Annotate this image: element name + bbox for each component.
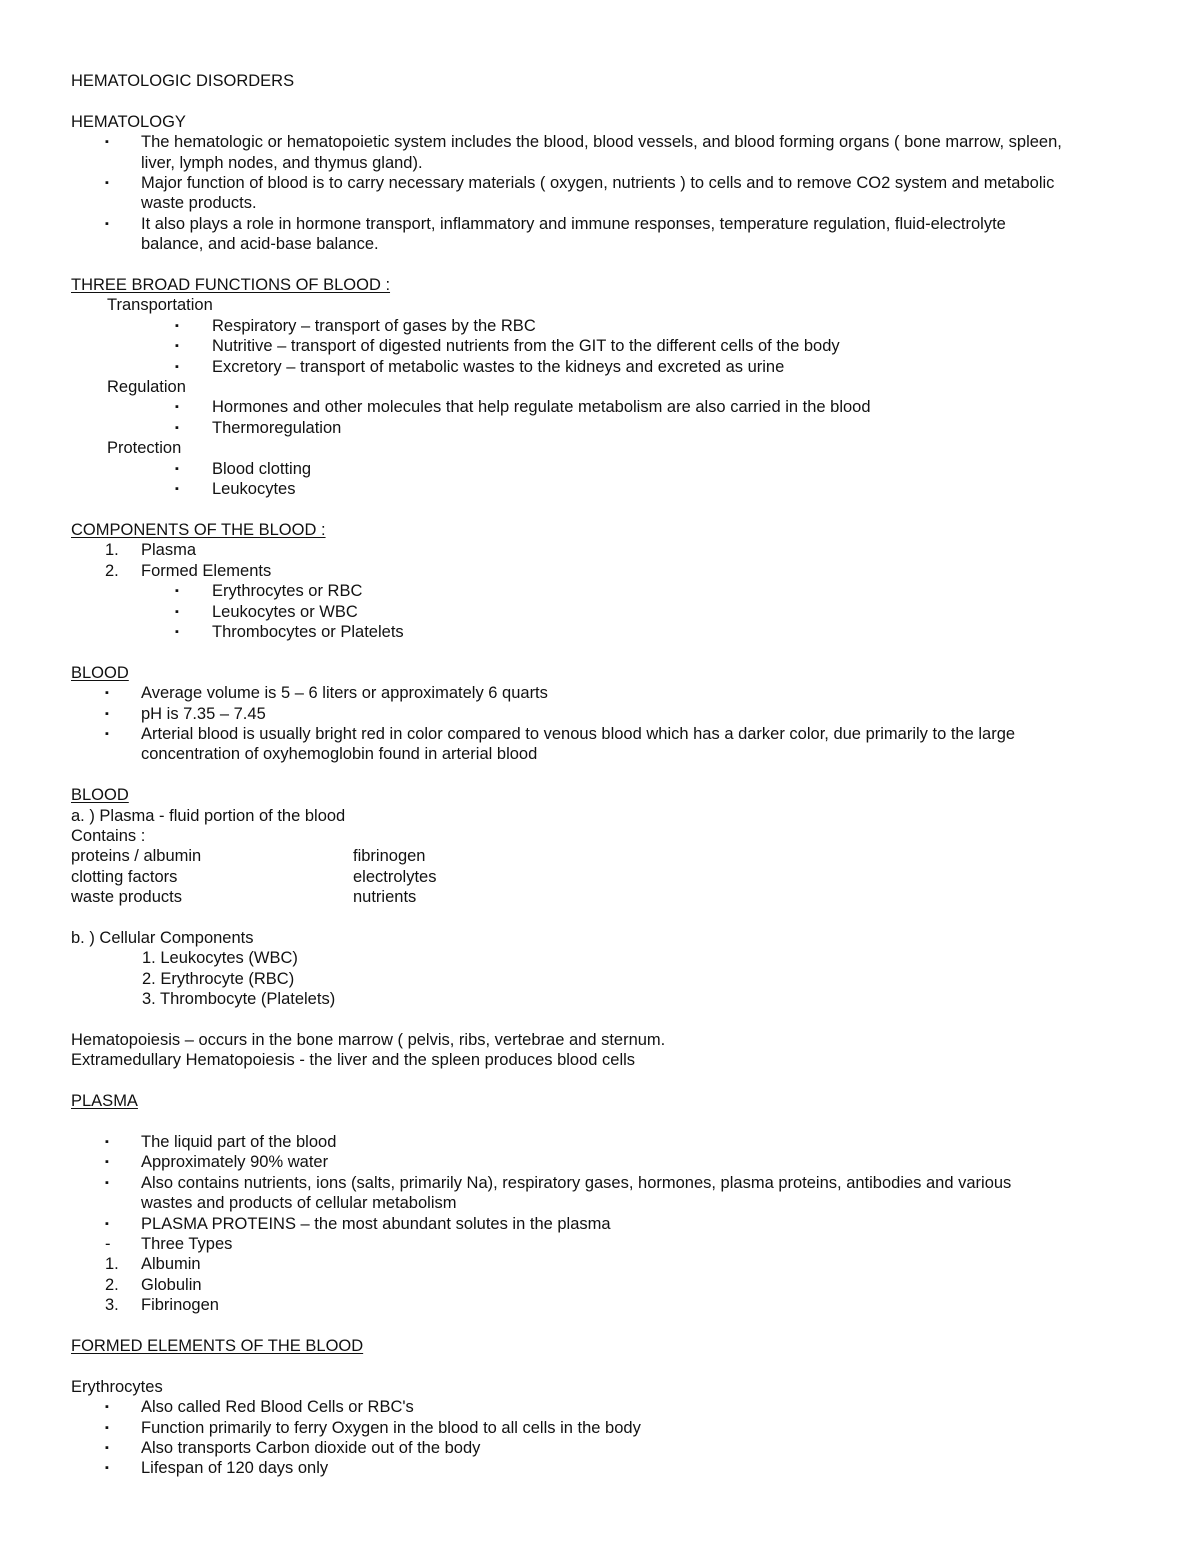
bullet-icon: ▪ [175,360,179,373]
list-item-text: balance, and acid-base balance. [141,235,379,254]
list-item-text: The liquid part of the blood [141,1132,337,1151]
bullet-icon: ▪ [175,585,179,598]
table-cell: waste products [71,888,182,907]
bullet-icon: ▪ [105,1135,109,1148]
bullet-icon: ▪ [105,1217,109,1230]
extramedullary-text: Extramedullary Hematopoiesis - the liver and the spleen produces blood cells [71,1051,636,1070]
table-row [71,867,1141,887]
table-row [71,846,1141,866]
list-item-text: It also plays a role in hormone transport, inflammatory and immune responses, temperature regulation, fluid-electrolyte [141,214,1006,233]
list-item [71,1418,1141,1438]
subheading-protection: Protection [107,439,182,458]
bullet-icon: ▪ [105,727,109,740]
section-hematology [71,112,1141,255]
subheading-erythrocytes: Erythrocytes [71,1377,163,1396]
cellular-components-label: b. ) Cellular Components [71,928,254,947]
section-heading: COMPONENTS OF THE BLOOD : [71,520,326,539]
table-cell: electrolytes [353,867,437,886]
list-item-text: concentration of oxyhemoglobin found in arterial blood [141,745,538,764]
bullet-icon: ▪ [175,319,179,332]
list-item [71,1295,1141,1315]
list-number: 2. [105,1275,119,1294]
list-item [71,1254,1141,1274]
bullet-icon: ▪ [105,1462,109,1475]
list-item-text: Three Types [141,1235,233,1254]
list-item-text: Respiratory – transport of gases by the RBC [212,316,536,335]
list-item-text: Also called Red Blood Cells or RBC's [141,1398,414,1417]
section-blood-composition [71,785,1141,1071]
list-item-text: Approximately 90% water [141,1153,329,1172]
list-item-text: The hematologic or hematopoietic system includes the blood, blood vessels, and blood forming organs ( bone marrow, spleen, [141,133,1062,152]
list-item [71,479,1141,499]
section-formed-elements [71,1336,1141,1479]
table-cell: nutrients [353,888,417,907]
list-item-text: Erythrocytes or RBC [212,582,363,601]
list-item-text: Blood clotting [212,459,312,478]
list-item [71,724,1141,765]
list-item-text: Thrombocytes or Platelets [212,622,404,641]
list-item-text: Leukocytes or WBC [212,602,358,621]
list-item [71,336,1141,356]
list-item-text: Nutritive – transport of digested nutrients from the GIT to the different cells of the body [212,337,840,356]
list-item [71,704,1141,724]
section-components [71,520,1141,642]
list-item [71,1132,1141,1152]
list-item-text: Also contains nutrients, ions (salts, primarily Na), respiratory gases, hormones, plasma proteins, antibodies and various [141,1173,1012,1192]
list-item [71,214,1141,255]
bullet-icon: ▪ [105,687,109,700]
list-item-text: liver, lymph nodes, and thymus gland). [141,153,423,172]
list-item [71,1397,1141,1417]
bullet-icon: ▪ [175,605,179,618]
bullet-icon: ▪ [175,462,179,475]
list-item-text: Major function of blood is to carry necessary materials ( oxygen, nutrients ) to cells and to remove CO2 system and metabolic [141,174,1055,193]
list-item-text: Formed Elements [141,561,272,580]
bullet-icon: ▪ [175,421,179,434]
bullet-icon: ▪ [105,1421,109,1434]
section-heading: BLOOD [71,663,129,682]
section-heading: FORMED ELEMENTS OF THE BLOOD [71,1337,364,1356]
list-item-text: Albumin [141,1255,201,1274]
subheading-regulation: Regulation [107,378,186,397]
bullet-icon: ▪ [105,1176,109,1189]
list-number: 3. [105,1296,119,1315]
table-cell: fibrinogen [353,847,426,866]
list-item [71,683,1141,703]
section-heading: BLOOD [71,786,129,805]
bullet-icon: ▪ [105,1156,109,1169]
dash-marker: - [105,1235,111,1254]
list-item [71,561,1141,581]
list-item [71,316,1141,336]
list-item-text: waste products. [141,194,257,213]
list-item [71,173,1141,214]
document-page [71,71,1141,1479]
hematopoiesis-text: Hematopoiesis – occurs in the bone marrow ( pelvis, ribs, vertebrae and sternum. [71,1030,666,1049]
list-number: 1. [105,541,119,560]
list-item [71,1152,1141,1172]
list-item [71,459,1141,479]
list-item [71,622,1141,642]
bullet-icon: ▪ [175,483,179,496]
list-item: 3. Thrombocyte (Platelets) [142,990,336,1009]
list-item-text: Leukocytes [212,480,296,499]
list-item-text: Plasma [141,541,197,560]
section-blood [71,663,1141,765]
list-item-text: Function primarily to ferry Oxygen in the blood to all cells in the body [141,1418,641,1437]
list-item [71,1234,1141,1254]
list-item-text: Also transports Carbon dioxide out of the body [141,1439,481,1458]
list-item-text: PLASMA PROTEINS – the most abundant solutes in the plasma [141,1214,611,1233]
list-item-text: Thermoregulation [212,418,342,437]
section-heading: PLASMA [71,1092,138,1111]
list-item-text: Hormones and other molecules that help regulate metabolism are also carried in the blood [212,398,871,417]
list-item [71,602,1141,622]
table-cell: proteins / albumin [71,847,202,866]
list-item [71,397,1141,417]
table-cell: clotting factors [71,867,178,886]
table-row [71,887,1141,907]
section-heading: THREE BROAD FUNCTIONS OF BLOOD : [71,276,391,295]
bullet-icon: ▪ [175,340,179,353]
document-title: HEMATOLOGIC DISORDERS [71,72,295,90]
list-item [71,1275,1141,1295]
bullet-icon: ▪ [175,625,179,638]
list-number: 2. [105,561,119,580]
list-item [71,418,1141,438]
list-item: 1. Leukocytes (WBC) [142,949,298,968]
list-item-text: wastes and products of cellular metabolism [141,1194,457,1213]
section-plasma [71,1091,1141,1315]
list-item [71,1458,1141,1478]
bullet-icon: ▪ [175,401,179,414]
list-item [71,1438,1141,1458]
list-item-text: Globulin [141,1275,202,1294]
list-item-text: pH is 7.35 – 7.45 [141,704,266,723]
list-number: 1. [105,1255,119,1274]
bullet-icon: ▪ [105,707,109,720]
list-item [71,581,1141,601]
bullet-icon: ▪ [105,1401,109,1414]
plasma-definition: a. ) Plasma - fluid portion of the blood [71,806,346,825]
bullet-icon: ▪ [105,1442,109,1455]
list-item-text: Lifespan of 120 days only [141,1459,329,1478]
bullet-icon: ▪ [105,217,109,230]
bullet-icon: ▪ [105,136,109,149]
list-item-text: Arterial blood is usually bright red in color compared to venous blood which has a darker color, due primarily to the large [141,724,1016,743]
list-item-text: Fibrinogen [141,1296,219,1315]
bullet-icon: ▪ [105,177,109,190]
list-item: 2. Erythrocyte (RBC) [142,969,295,988]
subheading-transportation: Transportation [107,296,213,315]
list-item-text: Excretory – transport of metabolic wastes to the kidneys and excreted as urine [212,357,785,376]
contains-label: Contains : [71,826,146,845]
list-item [71,1173,1141,1214]
list-item [71,132,1141,173]
section-functions [71,275,1141,499]
list-item [71,540,1141,560]
list-item-text: Average volume is 5 – 6 liters or approximately 6 quarts [141,684,548,703]
section-heading: HEMATOLOGY [71,112,186,131]
list-item [71,1214,1141,1234]
list-item [71,357,1141,377]
